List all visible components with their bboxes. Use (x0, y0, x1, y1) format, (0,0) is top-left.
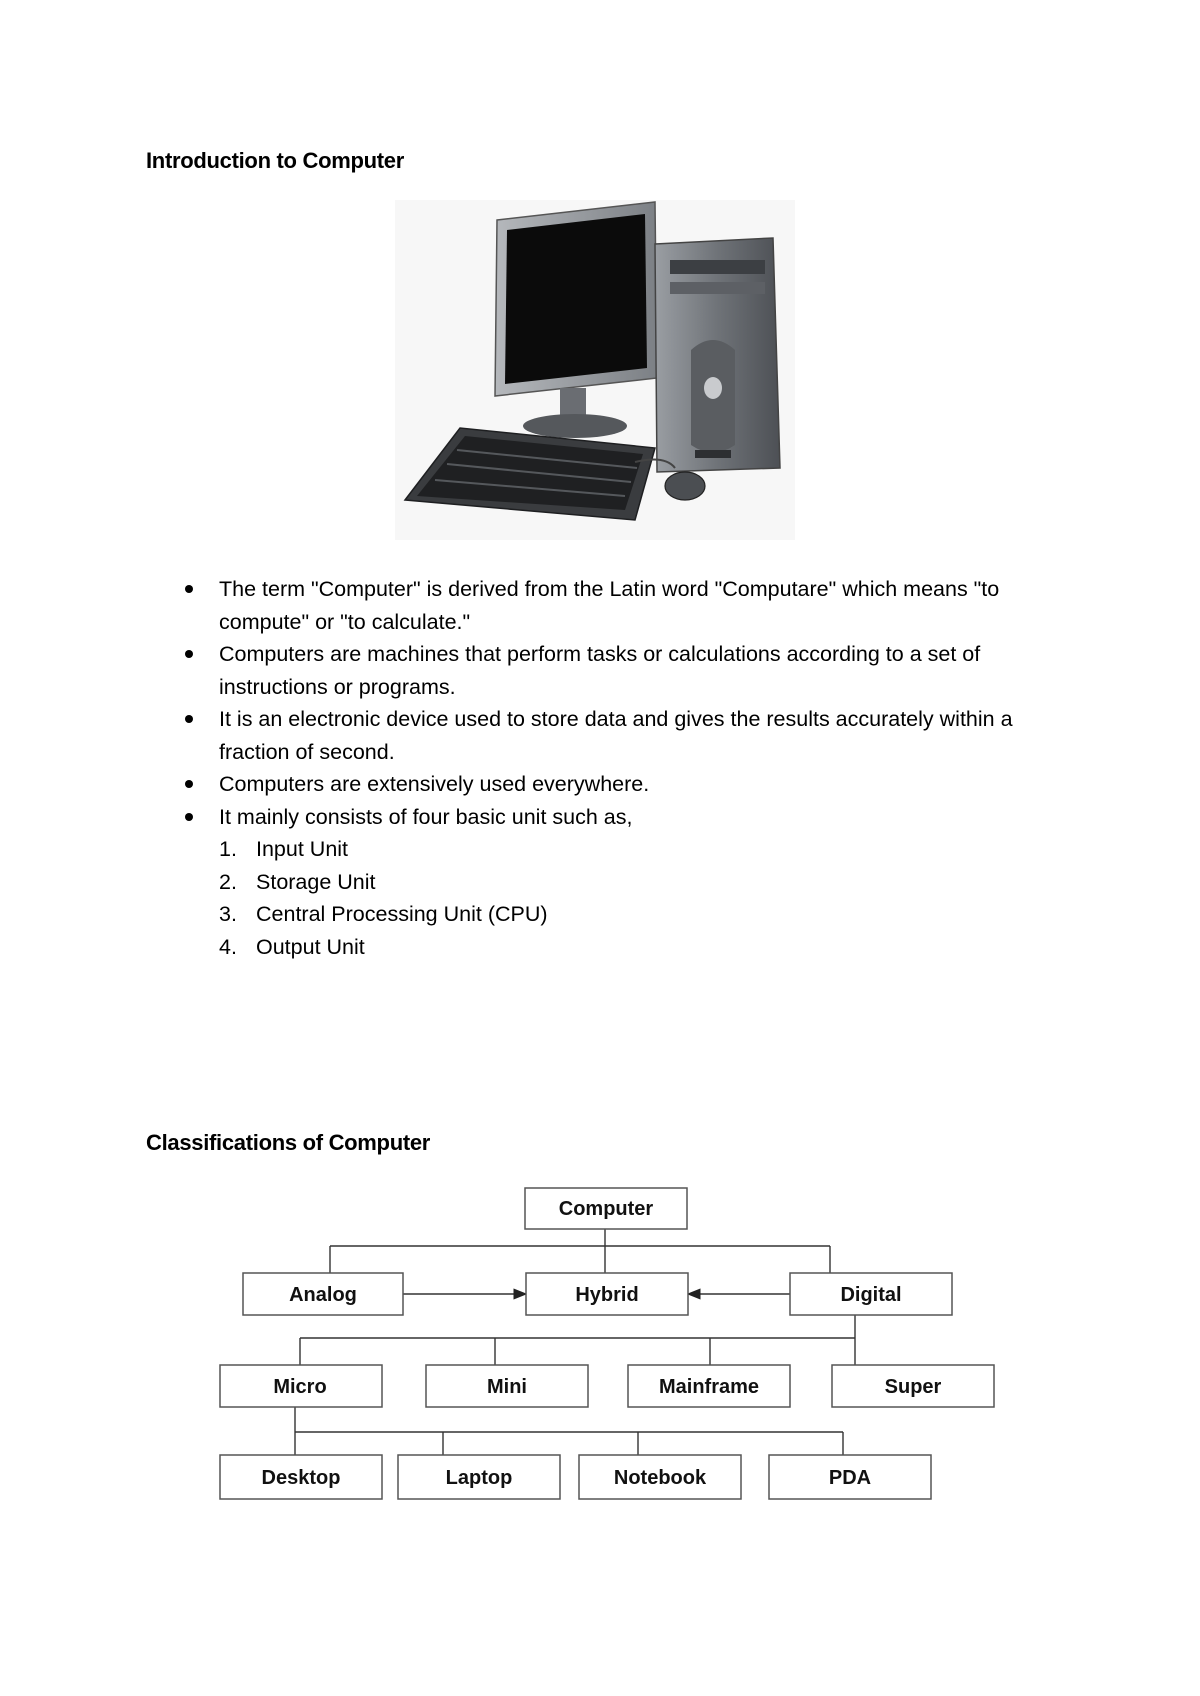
svg-text:Notebook: Notebook (613, 1467, 707, 1489)
svg-text:Laptop: Laptop (445, 1467, 513, 1489)
svg-text:Micro: Micro (273, 1376, 327, 1398)
edge-micro (295, 1407, 843, 1455)
bullet-item: Computers are machines that perform tasks or calculations according to a set of instructions or programs. (183, 638, 1063, 703)
unit-item: 3. Central Processing Unit (CPU) (219, 902, 548, 926)
svg-text:Super: Super (884, 1376, 942, 1398)
tower-icon (655, 238, 780, 472)
node-computer (525, 1188, 687, 1229)
node-laptop (398, 1455, 560, 1499)
section-title-classifications: Classifications of Computer (146, 1130, 431, 1155)
bullet-dot-icon (185, 650, 193, 658)
bullet-dot-icon (185, 585, 193, 593)
node-mini (426, 1365, 588, 1407)
bullet-item: It is an electronic device used to store data and gives the results accurately within a fraction of second. (183, 703, 1063, 768)
node-analog (243, 1273, 403, 1315)
svg-text:Computer: Computer (558, 1198, 654, 1220)
node-mainframe (628, 1365, 790, 1407)
node-digital (790, 1273, 952, 1315)
node-desktop (220, 1455, 382, 1499)
svg-text:Digital: Digital (840, 1284, 902, 1306)
unit-item: 2. Storage Unit (219, 869, 376, 894)
node-pda (769, 1455, 931, 1499)
bullet-dot-icon (185, 780, 193, 788)
bullet-item: The term "Computer" is derived from the Latin word "Computare" which means "to compute" or "to calculate." (183, 573, 1063, 638)
svg-text:Hybrid: Hybrid (575, 1284, 639, 1306)
bullet-item: It mainly consists of four basic unit such as, 1. Input Unit 2. Storage Unit 3. Central Processing Unit (CPU) 4. Output Unit (183, 801, 1063, 964)
desktop-computer-image (395, 200, 795, 540)
tree-edges (295, 1229, 855, 1455)
node-micro (220, 1365, 382, 1407)
svg-text:Mainframe: Mainframe (658, 1376, 760, 1398)
node-super (832, 1365, 994, 1407)
node-notebook (579, 1455, 741, 1499)
section-title-introduction: Introduction to Computer (146, 148, 404, 173)
svg-text:PDA: PDA (828, 1467, 872, 1489)
svg-text:Mini: Mini (487, 1376, 527, 1398)
bullet-dot-icon (185, 813, 193, 821)
unit-item: 1. Input Unit (219, 837, 349, 861)
classification-tree-diagram (215, 1185, 1005, 1515)
node-hybrid (526, 1273, 688, 1315)
edge-computer (330, 1229, 830, 1273)
bullet-item: Computers are extensively used everywhere. (183, 768, 1063, 801)
svg-text:Analog: Analog (289, 1284, 357, 1306)
intro-bullet-list (183, 573, 1063, 963)
svg-text:Desktop: Desktop (261, 1467, 341, 1489)
edge-digital (300, 1315, 855, 1365)
unit-item: 4. Output Unit (219, 934, 365, 959)
basic-units-list (219, 833, 1063, 963)
bullet-dot-icon (185, 715, 193, 723)
